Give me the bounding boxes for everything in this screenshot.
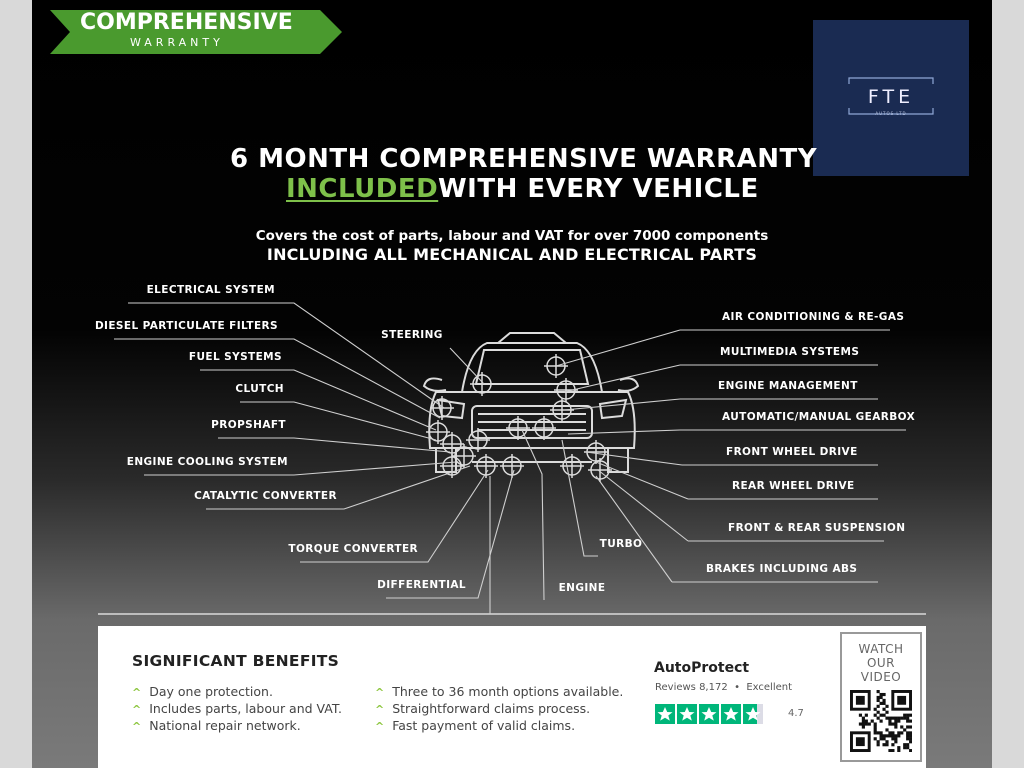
benefit-item: ^ National repair network. — [132, 718, 301, 733]
autoprotect-score: 4.7 — [788, 708, 804, 719]
label-engine-management: ENGINE MANAGEMENT — [718, 380, 858, 392]
benefits-title: SIGNIFICANT BENEFITS — [132, 652, 340, 670]
benefit-item: ^ Straightforward claims process. — [375, 701, 591, 716]
logo-subtext: AUTOS LTD — [875, 111, 907, 116]
label-differential: DIFFERENTIAL — [377, 579, 466, 591]
label-fuel-systems: FUEL SYSTEMS — [188, 351, 282, 363]
autoprotect-reviews: Reviews 8,172 • Excellent — [655, 682, 793, 693]
coverage-line-1: Covers the cost of parts, labour and VAT for over 7000 components — [255, 228, 769, 244]
star-icon — [721, 704, 741, 724]
logo-text: FTE — [867, 86, 915, 108]
label-brakes-including-abs: BRAKES INCLUDING ABS — [706, 563, 858, 575]
label-air-conditioning-re-gas: AIR CONDITIONING & RE-GAS — [722, 311, 905, 323]
qr-caption-1: WATCH — [858, 642, 904, 656]
chevron-up-icon: ^ — [375, 720, 385, 733]
label-engine-cooling-system: ENGINE COOLING SYSTEM — [126, 456, 288, 468]
benefit-item: ^ Day one protection. — [132, 684, 273, 699]
headline-line-2: WITH EVERY VEHICLE — [438, 174, 759, 204]
chevron-up-icon: ^ — [132, 703, 142, 716]
qr-code-icon — [850, 690, 912, 752]
badge-title: COMPREHENSIVE — [80, 10, 293, 35]
benefit-item: ^ Three to 36 month options available. — [375, 684, 624, 699]
label-automatic-manual-gearbox: AUTOMATIC/MANUAL GEARBOX — [722, 411, 916, 423]
autoprotect-title: AutoProtect — [654, 660, 750, 676]
chevron-up-icon: ^ — [375, 703, 385, 716]
label-propshaft: PROPSHAFT — [211, 419, 286, 431]
star-icon — [743, 704, 763, 724]
label-front-rear-suspension: FRONT & REAR SUSPENSION — [728, 522, 906, 534]
label-turbo: TURBO — [599, 538, 643, 550]
qr-caption-2: OUR — [866, 656, 896, 670]
star-icon — [699, 704, 719, 724]
label-diesel-particulate-filters: DIESEL PARTICULATE FILTERS — [94, 320, 278, 332]
label-torque-converter: TORQUE CONVERTER — [288, 543, 418, 555]
chevron-up-icon: ^ — [132, 720, 142, 733]
label-front-wheel-drive: FRONT WHEEL DRIVE — [726, 446, 858, 458]
label-multimedia-systems: MULTIMEDIA SYSTEMS — [720, 346, 860, 358]
warranty-poster — [32, 0, 992, 768]
star-icon — [655, 704, 675, 724]
chevron-up-icon: ^ — [375, 686, 385, 699]
label-catalytic-converter: CATALYTIC CONVERTER — [194, 490, 337, 502]
coverage-line-2: INCLUDING ALL MECHANICAL AND ELECTRICAL PARTS — [266, 245, 758, 264]
headline-line-1: 6 MONTH COMPREHENSIVE WARRANTY — [230, 144, 818, 174]
benefits-panel — [98, 626, 926, 768]
chevron-up-icon: ^ — [132, 686, 142, 699]
label-clutch: CLUTCH — [235, 383, 284, 395]
benefit-item: ^ Includes parts, labour and VAT. — [132, 701, 342, 716]
qr-caption-3: VIDEO — [860, 670, 902, 684]
label-engine: ENGINE — [558, 582, 606, 594]
star-icon — [677, 704, 697, 724]
headline-included: INCLUDED — [286, 174, 439, 204]
badge-subtitle: WARRANTY — [130, 36, 224, 49]
label-electrical-system: ELECTRICAL SYSTEM — [146, 284, 275, 296]
benefit-item: ^ Fast payment of valid claims. — [375, 718, 576, 733]
label-rear-wheel-drive: REAR WHEEL DRIVE — [732, 480, 855, 492]
label-steering: STEERING — [381, 329, 443, 341]
watch-video-qr[interactable] — [840, 632, 922, 762]
